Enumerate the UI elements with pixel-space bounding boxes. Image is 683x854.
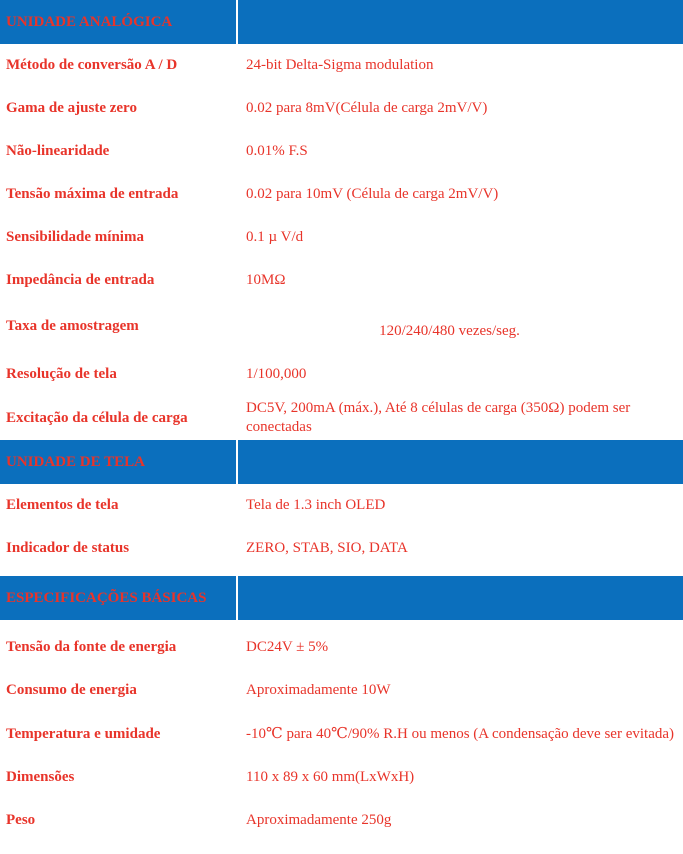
table-row [0,44,683,87]
row-value: 110 x 89 x 60 mm(LxWxH) [246,769,415,785]
row-value: 120/240/480 vezes/seg. [379,323,520,339]
row-label: Gama de ajuste zero [6,100,137,116]
row-label: Consumo de energia [6,682,137,698]
row-value: DC24V ± 5% [246,639,329,655]
section-title: ESPECIFICAÇÕES BÁSICAS [0,576,238,620]
row-label: Dimensões [6,769,75,785]
row-value: -10℃ para 40℃/90% R.H ou menos (A condensação deve ser evitada) [246,725,675,742]
row-value: DC5V, 200mA (máx.), Até 8 células de carga (350Ω) podem ser conectadas [246,400,631,435]
row-value: 10MΩ [246,272,286,288]
row-label: Taxa de amostragem [6,318,139,334]
section-header-display [0,440,683,484]
table-row [0,712,683,756]
table-row [0,130,683,173]
table-row [0,626,683,669]
row-value: Tela de 1.3 inch OLED [246,497,386,513]
table-row [0,484,683,527]
row-value: 1/100,000 [246,366,307,382]
row-value: Aproximadamente 10W [246,682,391,698]
row-value: ZERO, STAB, SIO, DATA [246,540,408,556]
table-row [0,173,683,216]
section-header-basic [0,576,683,620]
table-row [0,87,683,130]
section-header-blank [238,576,683,620]
section-title: UNIDADE ANALÓGICA [0,0,238,44]
row-label: Peso [6,812,36,828]
row-label: Sensibilidade mínima [6,229,144,245]
table-row [0,799,683,842]
row-value: 0.02 para 8mV(Célula de carga 2mV/V) [246,100,488,116]
row-value: 0.1 µ V/d [246,229,304,245]
table-row [0,216,683,259]
table-row [0,259,683,302]
section-header-blank [238,0,683,44]
row-label: Impedância de entrada [6,272,155,288]
row-value: 0.01% F.S [246,143,308,159]
table-row [0,302,683,353]
table-row [0,353,683,396]
row-label: Tensão da fonte de energia [6,639,177,655]
row-label: Método de conversão A / D [6,57,178,73]
row-value: 24-bit Delta-Sigma modulation [246,57,434,73]
row-value: 0.02 para 10mV (Célula de carga 2mV/V) [246,186,499,202]
row-label: Elementos de tela [6,497,119,513]
row-label: Tensão máxima de entrada [6,186,179,202]
section-header-analog [0,0,683,44]
table-row [0,527,683,570]
row-label: Temperatura e umidade [6,725,161,742]
section-title: UNIDADE DE TELA [0,440,238,484]
row-value: Aproximadamente 250g [246,812,392,828]
row-label: Não-linearidade [6,143,110,159]
table-row [0,396,683,440]
table-row [0,756,683,799]
row-label: Excitação da célula de carga [6,409,188,426]
table-row [0,669,683,712]
row-label: Resolução de tela [6,366,117,382]
section-header-blank [238,440,683,484]
row-label: Indicador de status [6,540,130,556]
